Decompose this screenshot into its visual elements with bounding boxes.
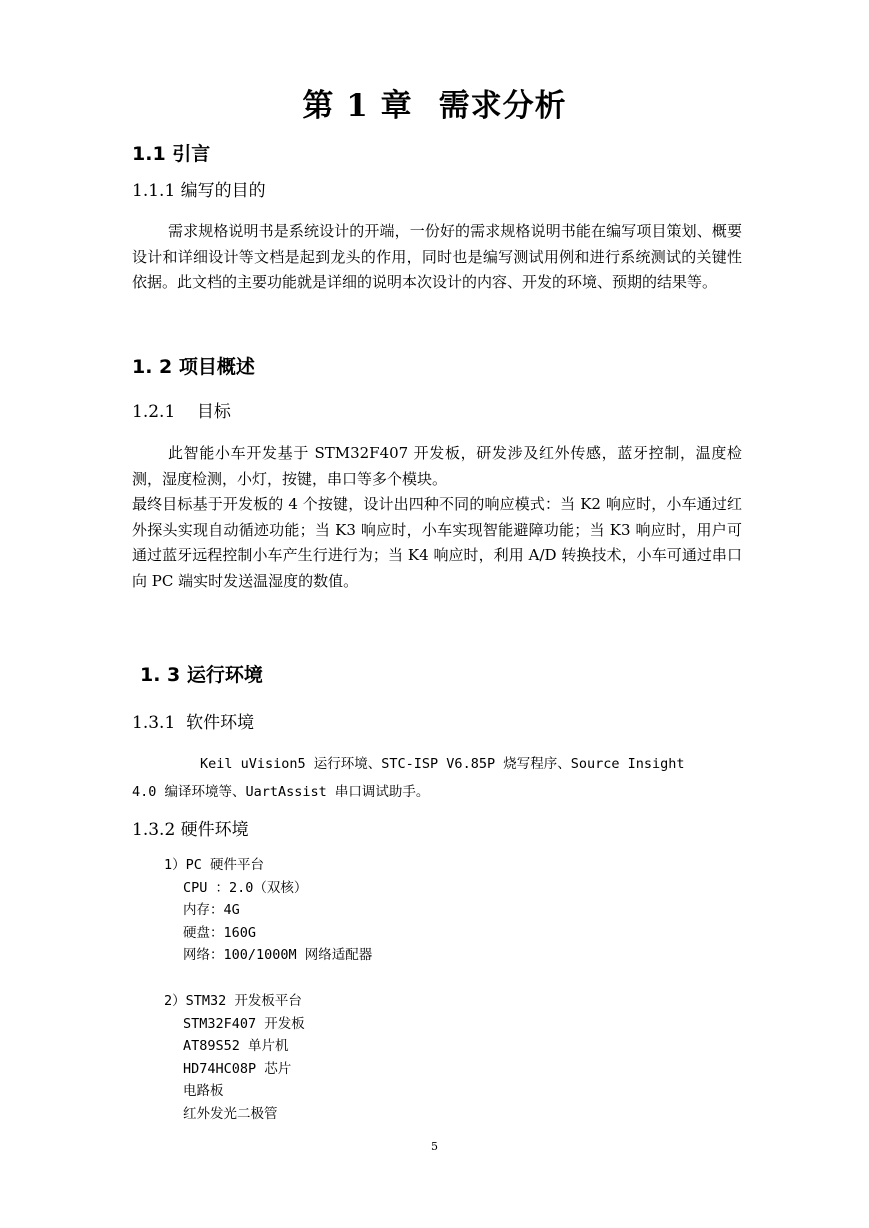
subsection-title: 软件环境 [186, 713, 255, 733]
list-item: STM32F407 开发板 [183, 1015, 305, 1032]
paragraph-purpose [132, 219, 742, 296]
subsection-title: 编写的目的 [180, 181, 266, 201]
paragraph-text-1: 此智能小车开发基于 STM32F407 开发板，研发涉及红外传感，蓝牙控制，温度检测，湿度检测，小灯，按键，串口等多个模块。 [132, 444, 742, 488]
paragraph-text-2: 最终目标基于开发板的 4 个按键，设计出四种不同的响应模式：当 K2 响应时，小车通过红外探头实现自动循迹功能；当 K3 响应时，小车实现智能避障功能；当 K3 响应时，用户可通过蓝牙远程控制小车产生行进行为；当 K4 响应时，利用 A/D 转换技术，小车可通过串口向 PC 端实时发送温湿度的数值。 [132, 495, 742, 590]
subsection-title: 目标 [196, 402, 231, 422]
software-line-2: 4.0 编译环境等、UartAssist 串口调试助手。 [132, 784, 430, 800]
subsection-number: 1.2.1 [132, 402, 176, 422]
subsection-number: 1.1.1 [132, 181, 176, 201]
paragraph-goal [132, 441, 742, 594]
subsection-number: 1.3.2 [132, 820, 176, 840]
stm32-platform-title: 2）STM32 开发板平台 [164, 993, 302, 1009]
list-item: HD74HC08P 芯片 [183, 1060, 292, 1077]
subsection-heading-1-1-1 [132, 179, 266, 203]
list-item: AT89S52 单片机 [183, 1038, 289, 1054]
page-number: 5 [431, 1140, 438, 1153]
chapter-number: 第 1 章 [302, 88, 413, 124]
list-item: 电路板 [183, 1083, 224, 1099]
stm32-hardware-list [164, 990, 305, 1125]
pc-hardware-list [164, 854, 373, 967]
paragraph-text: 需求规格说明书是系统设计的开端，一份好的需求规格说明书能在编写项目策划、概要设计和详细设计等文档是起到龙头的作用，同时也是编写测试用例和进行系统测试的关键性依据。此文档的主要功能就是详细的说明本次设计的内容、开发的环境、预期的结果等。 [132, 222, 742, 291]
subsection-number: 1.3.1 [132, 713, 176, 733]
subsection-heading-1-3-2 [132, 818, 249, 842]
section-heading-1-2: 1. 2 项目概述 [132, 356, 255, 378]
subsection-heading-1-3-1 [132, 711, 254, 735]
chapter-name: 需求分析 [438, 88, 567, 124]
list-item: 内存：4G [183, 902, 240, 918]
list-item: CPU ：2.0（双核） [183, 879, 308, 896]
subsection-heading-1-2-1 [132, 400, 231, 424]
paragraph-software-env [132, 750, 742, 806]
subsection-title: 硬件环境 [180, 820, 249, 840]
chapter-title [0, 86, 869, 126]
list-item: 硬盘：160G [183, 924, 257, 941]
section-heading-1-1: 1.1 引言 [132, 143, 211, 165]
section-heading-1-3: 1. 3 运行环境 [140, 664, 263, 686]
software-line-1: Keil uVision5 运行环境、STC-ISP V6.85P 烧写程序、Source Insight [200, 756, 685, 772]
list-item: 网络：100/1000M 网络适配器 [183, 947, 373, 963]
list-item: 红外发光二极管 [183, 1105, 278, 1122]
pc-platform-title: 1）PC 硬件平台 [164, 857, 265, 873]
